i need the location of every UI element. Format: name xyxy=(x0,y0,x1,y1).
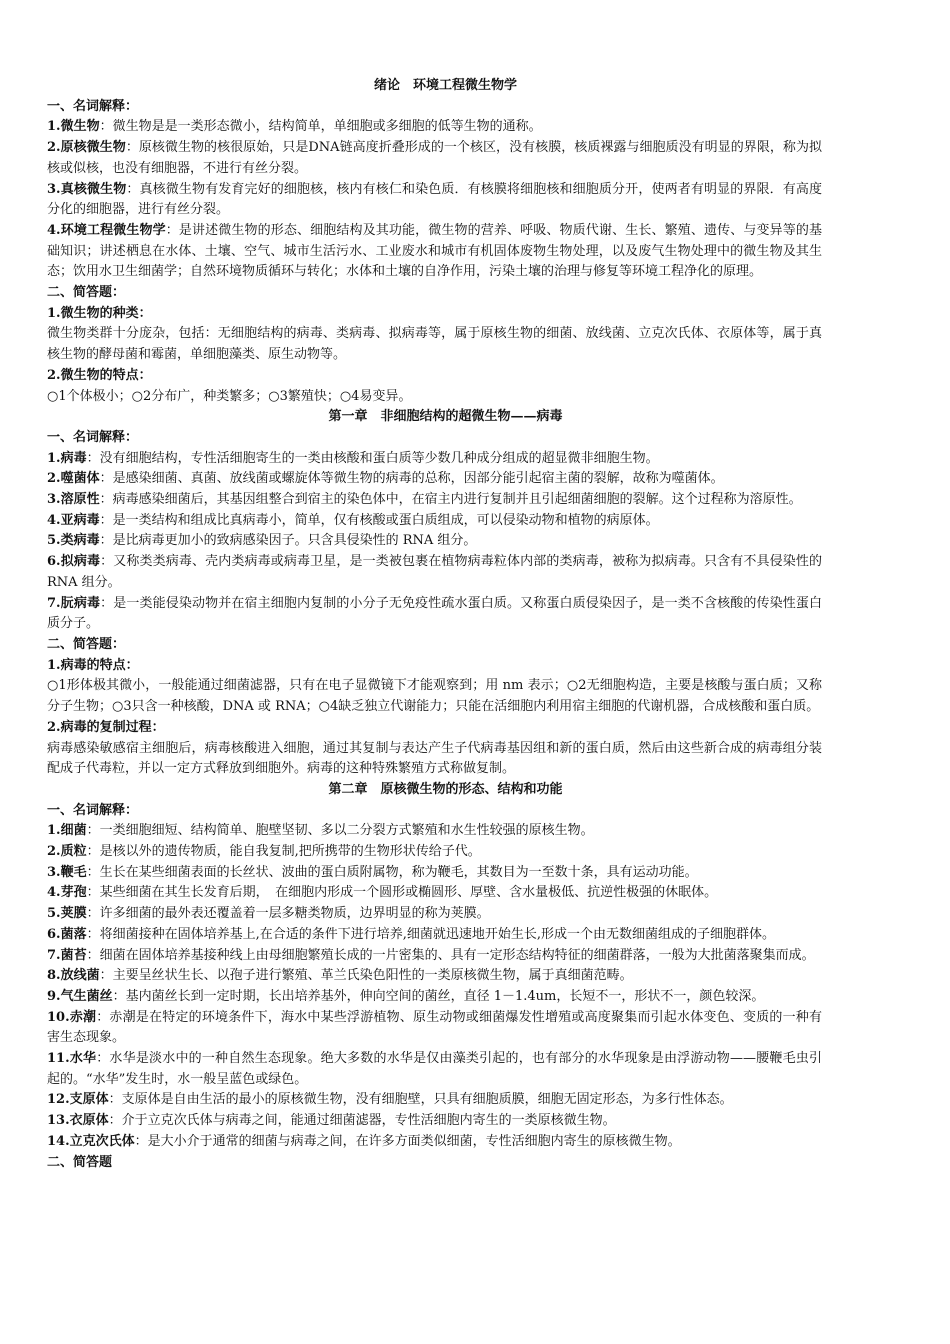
definition-body: ：水华是淡水中的一种自然生态现象。绝大多数的水华是仅由藻类引起的，也有部分的水华现象是由浮游动物——腰鞭毛虫引起的。“水华”发生时，水一般呈蓝色或绿色。 xyxy=(47,1051,822,1087)
section-heading: 二、简答题： xyxy=(47,636,126,652)
paragraph: 病毒感染敏感宿主细胞后，病毒核酸进入细胞，通过其复制与表达产生子代病毒基因组和新的蛋白质，然后由这些新合成的病毒组分装配成子代毒粒，并以一定方式释放到细胞外。病毒的这种特殊繁殖方式称做复制。 xyxy=(47,740,822,777)
definition-number: 4. xyxy=(47,222,61,238)
definition-term: 芽孢 xyxy=(60,885,87,901)
definition-item xyxy=(47,925,822,946)
definition-body: ：介于立克次氏体与病毒之间，能通过细菌滤器，专性活细胞内寄生的一类原核微生物。 xyxy=(108,1113,616,1129)
definition-item xyxy=(47,531,822,552)
definition-number: 4. xyxy=(47,512,61,528)
definition-body: ：是比病毒更加小的致病感染因子。只含具侵染性的 RNA 组分。 xyxy=(99,533,477,549)
definition-term: 病毒 xyxy=(60,450,87,466)
definition-body: ：是感染细菌、真菌、放线菌或螺旋体等微生物的病毒的总称，因部分能引起宿主菌的裂解，故称为噬菌体。 xyxy=(99,471,724,487)
paragraph: 微生物类群十分庞杂，包括：无细胞结构的病毒、类病毒、拟病毒等，属于原核生物的细菌、放线菌、立克次氏体、衣原体等，属于真核生物的酵母菌和霉菌，单细胞藻类、原生动物等。 xyxy=(47,326,822,363)
definition-number: 2. xyxy=(47,844,61,860)
definition-term: 立克次氏体 xyxy=(69,1133,135,1149)
definition-body: ：主要呈丝状生长、以孢子进行繁殖、革兰氏染色阳性的一类原核微生物，属于真细菌范畴。 xyxy=(99,968,633,984)
definition-term: 朊病毒 xyxy=(60,595,101,611)
definition-term: 真核微生物 xyxy=(60,181,127,197)
definition-term: 菌落 xyxy=(60,926,87,942)
definition-number: 3. xyxy=(47,492,61,508)
definition-body: ：某些细菌在其生长发育后期， 在细胞内形成一个圆形或椭圆形、厚壁、含水量极低、抗逆性极强的休眠体。 xyxy=(86,885,718,901)
definition-term: 原核微生物 xyxy=(60,140,126,156)
definition-number: 6. xyxy=(47,554,61,570)
definition-term: 类病毒 xyxy=(60,533,100,549)
definition-item xyxy=(47,883,822,904)
definition-term: 鞭毛 xyxy=(60,864,87,880)
definition-body: ：细菌在固体培养基接种线上由母细胞繁殖长成的一片密集的、具有一定形态结构特征的细菌群落，一般为大批菌落聚集而成。 xyxy=(86,947,815,963)
definition-item xyxy=(47,1008,822,1049)
definition-body: ：赤潮是在特定的环境条件下，海水中某些浮游植物、原生动物或细菌爆发性增殖或高度聚集而引起水体变色、变质的一种有害生态现象。 xyxy=(47,1009,822,1046)
definition-term: 质粒 xyxy=(60,844,87,860)
definition-item xyxy=(47,594,822,635)
definition-item xyxy=(47,987,822,1008)
definition-item xyxy=(47,821,822,842)
definition-term: 赤潮 xyxy=(69,1009,97,1025)
definition-body: ：一类细胞细短、结构简单、胞壁坚韧、多以二分裂方式繁殖和水生性较强的原核生物。 xyxy=(86,823,594,839)
section-heading: 2.微生物的特点： xyxy=(47,367,152,383)
paragraph: ○1个体极小；○2分布广，种类繁多；○3繁殖快；○4易变异。 xyxy=(47,388,412,404)
definition-item xyxy=(47,946,822,967)
definition-number: 5. xyxy=(47,533,61,549)
section-title: 第二章 原核微生物的形态、结构和功能 xyxy=(328,781,563,797)
definition-term: 荚膜 xyxy=(60,906,87,922)
definition-body: ：病毒感染细菌后，其基因组整合到宿主的染色体中，在宿主内进行复制并且引起细菌细胞的裂解。这个过程称为溶原性。 xyxy=(99,492,802,508)
section-heading: 1.微生物的种类： xyxy=(47,305,152,321)
definition-item xyxy=(47,1090,822,1111)
paragraph: ○1形体极其微小，一般能通过细菌滤器，只有在电子显微镜下才能观察到；用 nm 表示；○2无细胞构造，主要是核酸与蛋白质；又称分子生物；○3只含一种核酸，DNA 或 RNA；○4缺乏独立代谢能力；只能在活细胞内利用宿主细胞的代谢机器，合成核酸和蛋白质。 xyxy=(47,678,822,715)
definition-body: ：是核以外的遗传物质，能自我复制,把所携带的生物形状传给子代。 xyxy=(86,844,481,860)
definition-item xyxy=(47,221,822,283)
definition-item xyxy=(47,449,822,470)
definition-item xyxy=(47,117,822,138)
definition-term: 亚病毒 xyxy=(60,512,100,528)
definition-number: 7. xyxy=(47,947,61,963)
definition-number: 11. xyxy=(47,1051,70,1067)
definition-number: 12. xyxy=(47,1092,70,1108)
definition-number: 2. xyxy=(47,471,61,487)
section-title: 绪论 环境工程微生物学 xyxy=(373,78,517,93)
section-heading: 2.病毒的复制过程： xyxy=(47,719,165,735)
definition-body: ：是一类结构和组成比真病毒小，简单，仅有核酸或蛋白质组成，可以侵染动物和植物的病原体。 xyxy=(99,512,659,528)
definition-body: ：没有细胞结构，专性活细胞寄生的一类由核酸和蛋白质等少数几种成分组成的超显微非细胞生物。 xyxy=(86,450,659,466)
definition-item xyxy=(47,904,822,925)
definition-body: ：将细菌接种在固体培养基上,在合适的条件下进行培养,细菌就迅速地开始生长,形成一个由无数细菌组成的子细胞群体。 xyxy=(86,926,775,942)
definition-item xyxy=(47,842,822,863)
section-heading: 一、名词解释： xyxy=(47,429,139,445)
definition-item xyxy=(47,863,822,884)
definition-term: 噬菌体 xyxy=(60,471,100,487)
definition-term: 放线菌 xyxy=(60,968,100,984)
section-heading: 二、简答题： xyxy=(47,285,126,301)
definition-item xyxy=(47,552,822,593)
definition-item xyxy=(47,180,822,221)
definition-number: 1. xyxy=(47,450,61,466)
definition-body: ：又称类类病毒、壳内类病毒或病毒卫星，是一类被包裹在植物病毒粒体内部的类病毒，被称为拟病毒。只含有不具侵染性的 RNA 组分。 xyxy=(47,554,822,590)
definition-number: 7. xyxy=(47,595,61,611)
definition-item xyxy=(47,966,822,987)
definition-term: 菌苔 xyxy=(60,947,87,963)
definition-number: 2. xyxy=(47,140,61,156)
definition-item xyxy=(47,469,822,490)
definition-term: 微生物 xyxy=(60,119,100,135)
definition-item xyxy=(47,511,822,532)
section-heading: 二、简答题 xyxy=(47,1154,113,1170)
definition-number: 1. xyxy=(47,119,61,135)
definition-term: 气生菌丝 xyxy=(60,988,113,1004)
definition-body: ：基内菌丝长到一定时期，长出培养基外，伸向空间的菌丝，直径 1－1.4um，长短不一，形状不一，颜色较深。 xyxy=(112,988,765,1004)
definition-number: 4. xyxy=(47,885,61,901)
definition-term: 溶原性 xyxy=(60,492,100,508)
definition-body: ：微生物是是一类形态微小，结构简单，单细胞或多细胞的低等生物的通称。 xyxy=(99,119,542,135)
definition-term: 支原体 xyxy=(69,1092,109,1108)
definition-term: 环境工程微生物学 xyxy=(60,222,166,238)
definition-body: ：是讲述微生物的形态、细胞结构及其功能，微生物的营养、呼吸、物质代谢、生长、繁殖、遗传、与变异等的基础知识；讲述栖息在水体、土壤、空气、城市生活污水、工业废水和城市有机固体废物生物处理，以及废气生物处理中的微生物及其生态；饮用水卫生细菌学；自然环境物质循环与转化；水体和土壤的自净作用，污染土壤的治理与修复等环境工程净化的原理。 xyxy=(47,222,822,280)
definition-body: ：许多细菌的最外表还覆盖着一层多糖类物质，边界明显的称为荚膜。 xyxy=(86,906,490,922)
definition-body: ：生长在某些细菌表面的长丝状、波曲的蛋白质附属物，称为鞭毛，其数目为一至数十条，具有运动功能。 xyxy=(86,864,698,880)
definition-item xyxy=(47,1049,822,1090)
definition-body: ：真核微生物有发育完好的细胞核，核内有核仁和染色质．有核膜将细胞核和细胞质分开，使两者有明显的界限．有高度分化的细胞器，进行有丝分裂。 xyxy=(47,181,822,218)
definition-term: 细菌 xyxy=(60,823,87,839)
definition-number: 3. xyxy=(47,864,61,880)
section-heading: 一、名词解释： xyxy=(47,98,139,114)
definition-body: ：是一类能侵染动物并在宿主细胞内复制的小分子无免疫性疏水蛋白质。又称蛋白质侵染因子，是一类不含核酸的传染性蛋白质分子。 xyxy=(47,595,822,632)
definition-item xyxy=(47,138,822,179)
definition-number: 6. xyxy=(47,926,61,942)
definition-number: 9. xyxy=(47,988,61,1004)
definition-number: 1. xyxy=(47,823,61,839)
section-heading: 1.病毒的特点： xyxy=(47,657,139,673)
definition-item xyxy=(47,1111,822,1132)
definition-number: 3. xyxy=(47,181,61,197)
definition-number: 8. xyxy=(47,968,61,984)
definition-item xyxy=(47,1132,822,1153)
definition-term: 水华 xyxy=(69,1051,97,1067)
definition-body: ：支原体是自由生活的最小的原核微生物，没有细胞壁，只具有细胞质膜，细胞无固定形态，为多行性体态。 xyxy=(108,1092,733,1108)
definition-number: 13. xyxy=(47,1113,70,1129)
definition-term: 衣原体 xyxy=(69,1113,109,1129)
definition-body: ：原核微生物的核很原始，只是DNA链高度折叠形成的一个核区，没有核膜，核质裸露与细胞质没有明显的界限，称为拟核或似核，也没有细胞器，不进行有丝分裂。 xyxy=(47,140,822,176)
definition-body: ：是大小介于通常的细菌与病毒之间，在许多方面类似细菌，专性活细胞内寄生的原核微生物。 xyxy=(134,1133,681,1149)
definition-number: 5. xyxy=(47,906,61,922)
section-heading: 一、名词解释： xyxy=(47,802,139,818)
definition-item xyxy=(47,490,822,511)
definition-number: 10. xyxy=(47,1009,70,1025)
definition-number: 14. xyxy=(47,1133,70,1149)
section-title: 第一章 非细胞结构的超微生物——病毒 xyxy=(328,409,563,425)
definition-term: 拟病毒 xyxy=(60,554,101,570)
